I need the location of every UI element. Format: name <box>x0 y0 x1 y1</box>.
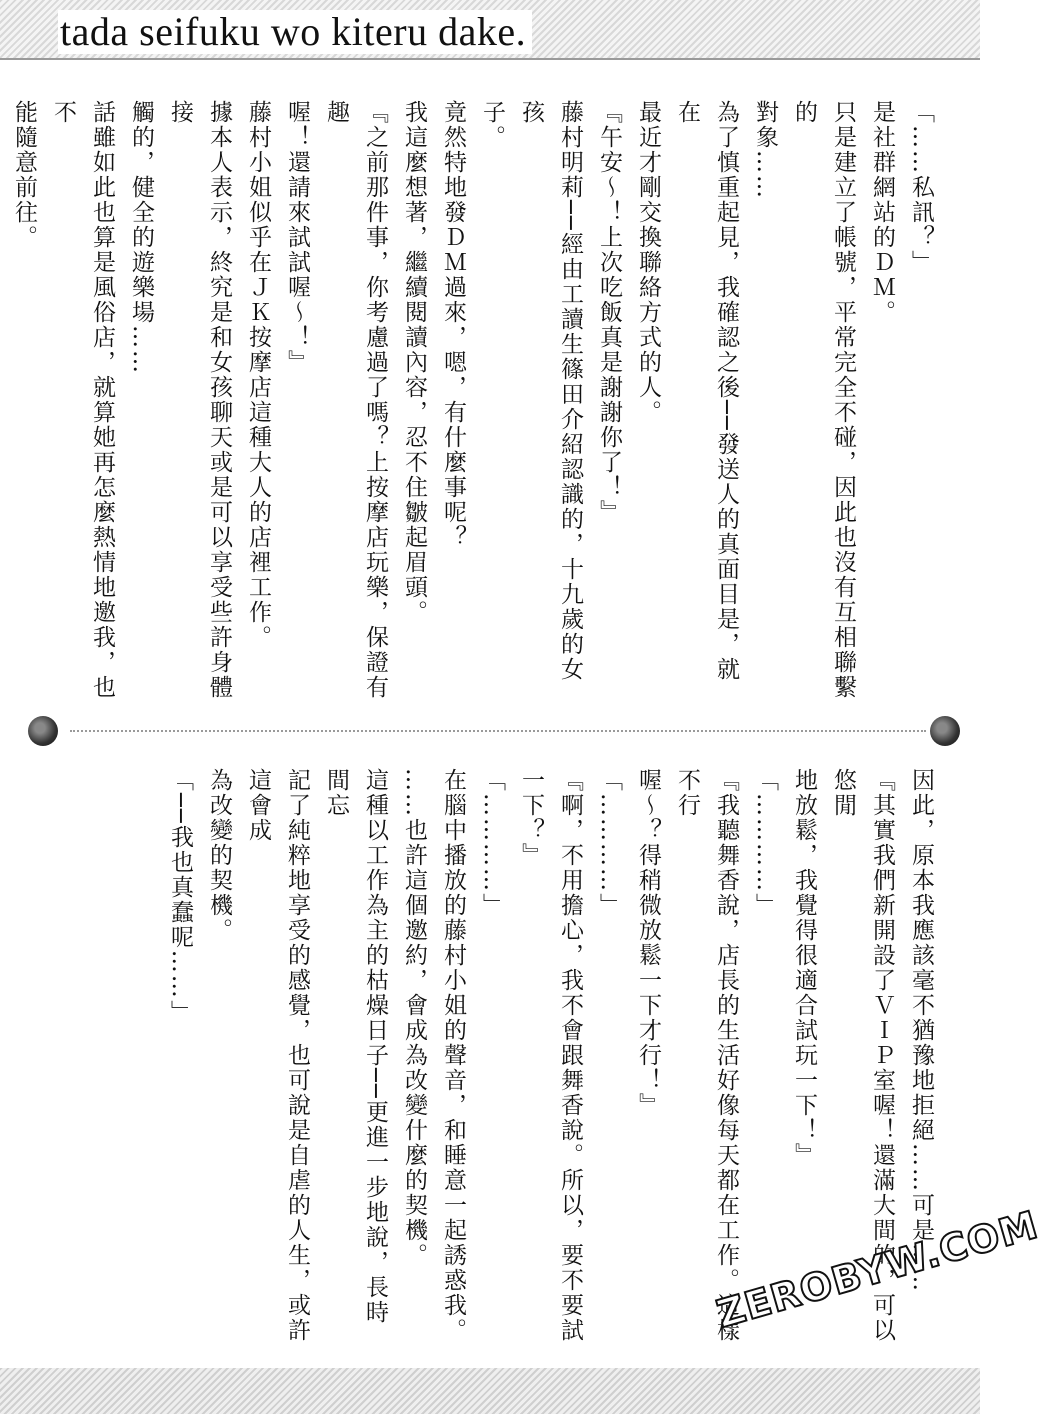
text-line: 「…………」 <box>596 768 622 918</box>
text-line: 話雖如此也算是風俗店，就算她再怎麼熱情地邀我，也不 <box>50 100 115 700</box>
text-line: 為改變的契機。 <box>206 768 232 943</box>
text-line: 『午安〜！上次吃飯真是謝謝你了！』 <box>596 100 622 525</box>
header-band <box>0 0 980 60</box>
text-line: 只是建立了帳號，平常完全不碰，因此也沒有互相聯繫的 <box>791 100 856 700</box>
bottom-text-panel <box>40 768 940 1348</box>
text-line: 能隨意前往。 <box>11 100 37 250</box>
text-line: 子。 <box>479 100 505 150</box>
text-line: 「──我也真蠢呢……」 <box>167 768 193 1025</box>
text-line: 『啊，不用擔心，我不會跟舞香說。所以，要不要試一下？』 <box>518 768 583 1343</box>
text-line: 竟然特地發ＤＭ過來，嗯，有什麼事呢？ <box>440 100 466 550</box>
watermark-text: ZEROBYW.COM <box>712 1202 1044 1337</box>
text-line: 為了慎重起見，我確認之後──發送人的真面目是，就在 <box>674 100 739 682</box>
text-line: 「…………」 <box>752 768 778 918</box>
section-divider <box>40 716 960 746</box>
top-text-panel <box>11 100 940 700</box>
text-line: 藤村小姐似乎在ＪＫ按摩店這種大人的店裡工作。 <box>245 100 271 650</box>
text-line: 地放鬆，我覺得很適合試玩一下！』 <box>791 768 817 1168</box>
divider-dot-right <box>930 716 960 746</box>
text-line: 喔〜？得稍微放鬆一下才行！』 <box>635 768 661 1118</box>
text-line: ……也許這個邀約，會成為改變什麼的契機。 <box>401 768 427 1268</box>
divider-dot-left <box>28 716 58 746</box>
text-line: 藤村明莉──經由工讀生篠田介紹認識的，十九歲的女孩 <box>518 100 583 682</box>
text-line: 觸的，健全的遊樂場…… <box>128 100 154 375</box>
page-header-title: tada seifuku wo kiteru dake. <box>58 10 532 54</box>
footer-band <box>0 1368 980 1414</box>
text-line: 在腦中播放的藤村小姐的聲音，和睡意一起誘惑我。 <box>440 768 466 1343</box>
text-line: 因此，原本我應該毫不猶豫地拒絕……可是…… <box>908 768 934 1293</box>
text-line: 『我聽舞香說，店長的生活好像每天都在工作。這樣不行 <box>674 768 739 1343</box>
text-line: 『之前那件事，你考慮過了嗎？上按摩店玩樂，保證有趣 <box>323 100 388 700</box>
text-line: 是社群網站的ＤＭ。 <box>869 100 895 325</box>
text-line: 「……私訊？」 <box>908 100 934 275</box>
divider-dotted-line <box>70 730 926 732</box>
text-line: 喔！還請來試試喔〜！』 <box>284 100 310 375</box>
text-line: 最近才剛交換聯絡方式的人。 <box>635 100 661 425</box>
text-line: 我這麼想著，繼續閱讀內容，忍不住皺起眉頭。 <box>401 100 427 625</box>
text-line: 據本人表示，終究是和女孩聊天或是可以享受些許身體接 <box>167 100 232 700</box>
text-line: 這種以工作為主的枯燥日子──更進一步地說，長時間忘 <box>323 768 388 1325</box>
text-line: 『其實我們新開設了ＶＩＰ室喔！還滿大間的，可以悠閒 <box>830 768 895 1343</box>
text-line: 對象…… <box>752 100 778 200</box>
text-line: 「…………」 <box>479 768 505 918</box>
text-line: 記了純粹地享受的感覺，也可說是自虐的人生，或許這會成 <box>245 768 310 1343</box>
